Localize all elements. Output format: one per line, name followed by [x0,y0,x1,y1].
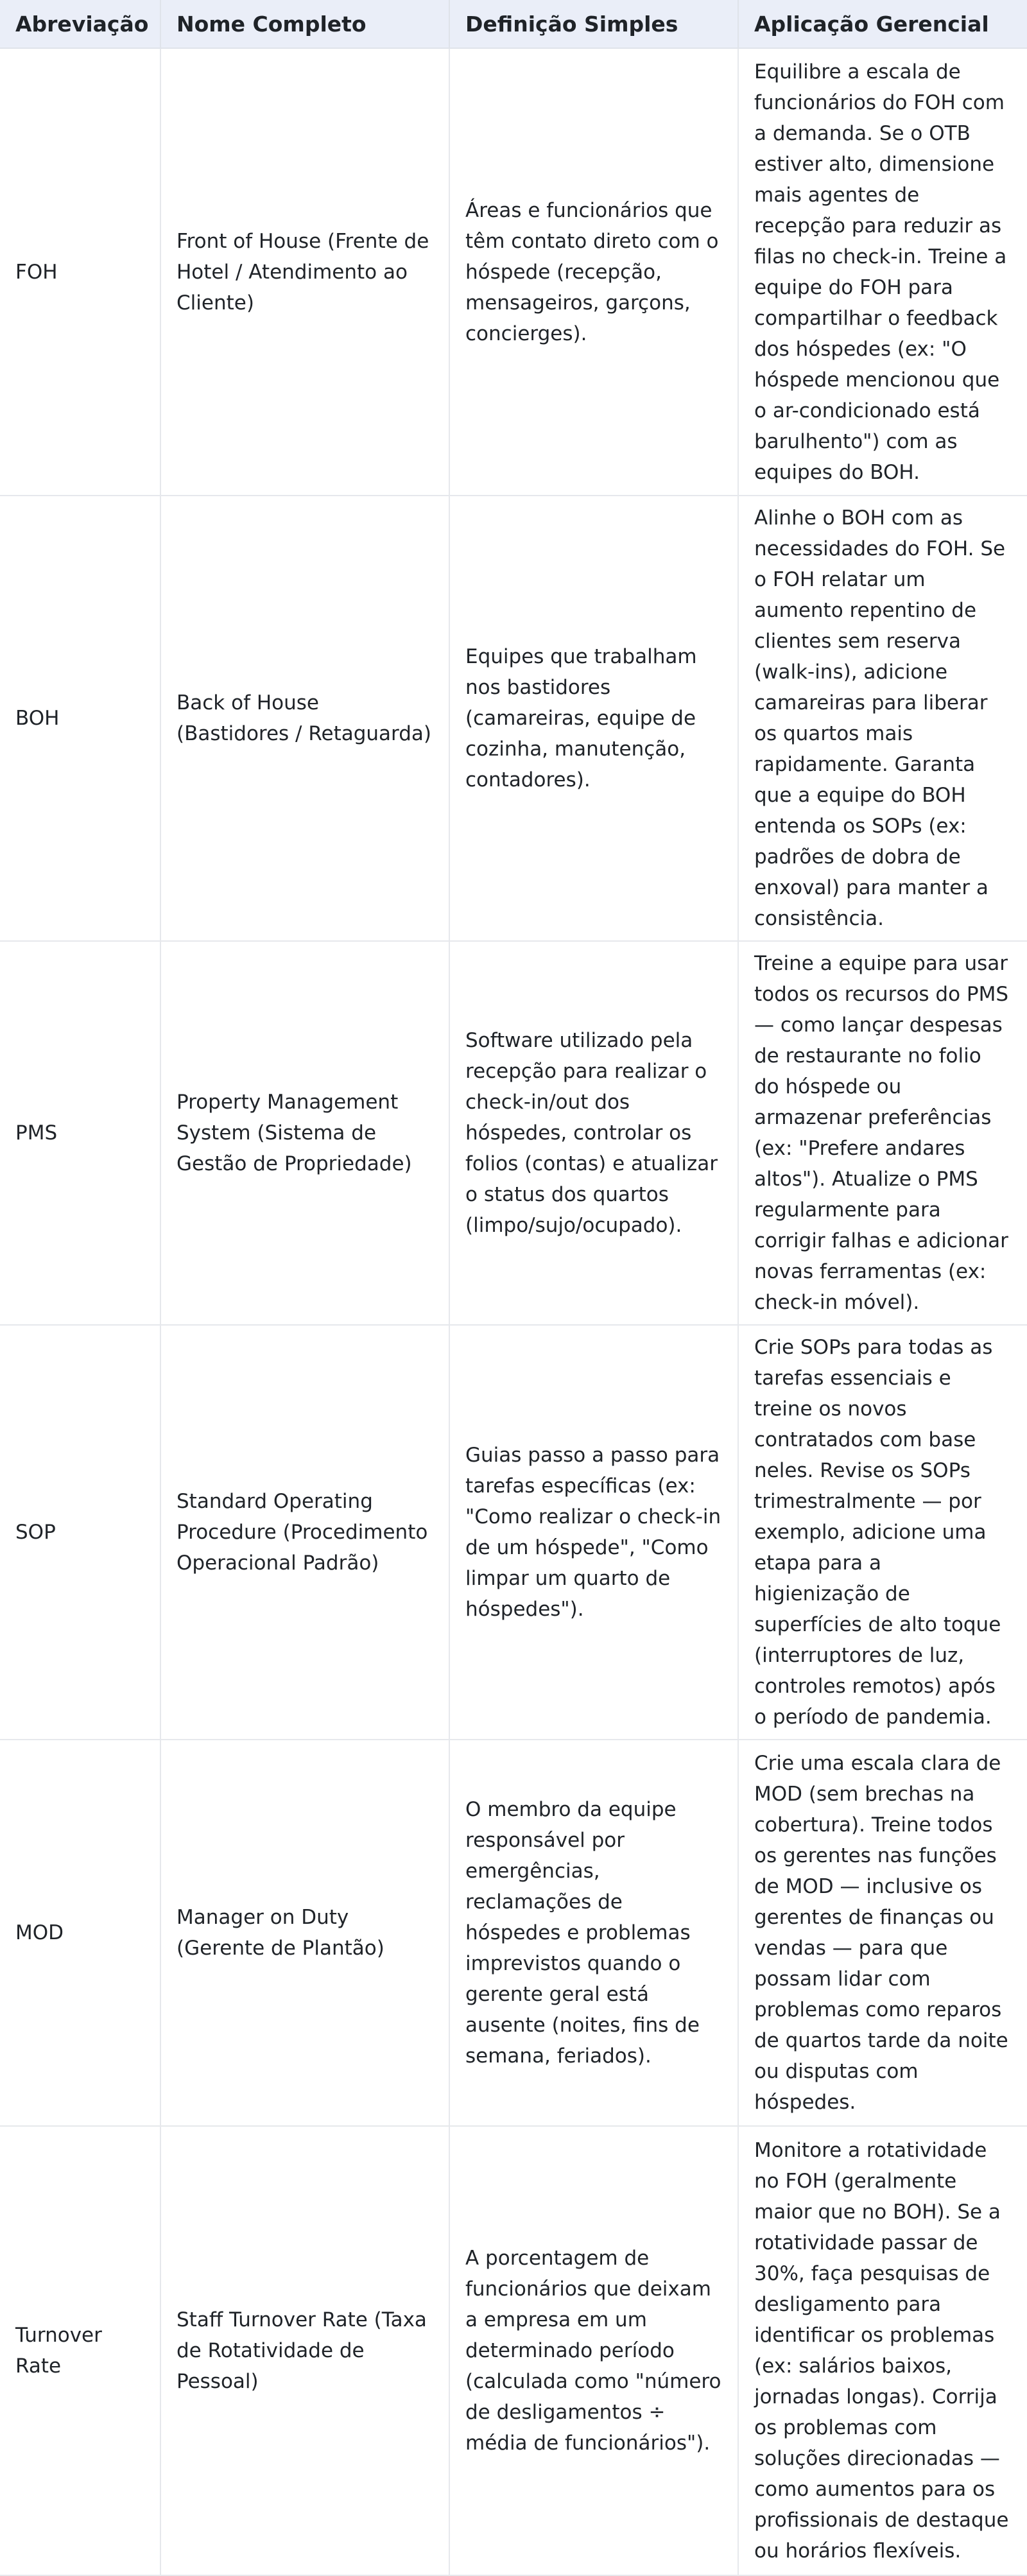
cell-application: Treine a equipe para usar todos os recursos do PMS — como lançar despesas de restaurante no folio do hóspede ou armazenar preferências (ex: "Prefere andares altos"). Atualize o PMS regularmente para corrigir falhas e adicionar novas ferramentas (ex: check-in móvel). [738,941,1027,1325]
cell-abbreviation: SOP [0,1325,160,1740]
cell-application: Monitore a rotatividade no FOH (geralmente maior que no BOH). Se a rotatividade passar de 30%, faça pesquisas de desligamento para identificar os problemas (ex: salários baixos, jornadas longas). Corrija os problemas com soluções direcionadas — como aumentos para os profissionais de destaque ou horários flexíveis. [738,2126,1027,2575]
header-abbreviation: Abreviação [0,0,160,48]
table-row [0,496,1027,941]
cell-definition: Equipes que trabalham nos bastidores (camareiras, equipe de cozinha, manutenção, contadores). [449,496,738,941]
cell-application: Crie SOPs para todas as tarefas essenciais e treine os novos contratados com base neles. Revise os SOPs trimestralmente — por exemplo, adicione uma etapa para a higienização de superfícies de alto toque (interruptores de luz, controles remotos) após o período de pandemia. [738,1325,1027,1740]
table-row [0,941,1027,1325]
table-row [0,1740,1027,2126]
cell-definition: O membro da equipe responsável por emergências, reclamações de hóspedes e problemas imprevistos quando o gerente geral está ausente (noites, fins de semana, feriados). [449,1740,738,2126]
table-row [0,48,1027,496]
cell-full-name: Staff Turnover Rate (Taxa de Rotatividade de Pessoal) [160,2126,449,2575]
table-header [0,0,1027,48]
cell-abbreviation: FOH [0,48,160,496]
table-row [0,2126,1027,2575]
cell-definition: Software utilizado pela recepção para realizar o check-in/out dos hóspedes, controlar os folios (contas) e atualizar o status dos quartos (limpo/sujo/ocupado). [449,941,738,1325]
cell-abbreviation: BOH [0,496,160,941]
cell-definition: A porcentagem de funcionários que deixam a empresa em um determinado período (calculada como "número de desligamentos ÷ média de funcionários"). [449,2126,738,2575]
table-row [0,1325,1027,1740]
cell-application: Crie uma escala clara de MOD (sem brechas na cobertura). Treine todos os gerentes nas funções de MOD — inclusive os gerentes de finanças ou vendas — para que possam lidar com problemas como reparos de quartos tarde da noite ou disputas com hóspedes. [738,1740,1027,2126]
header-row [0,0,1027,48]
cell-abbreviation: Turnover Rate [0,2126,160,2575]
cell-full-name: Property Management System (Sistema de Gestão de Propriedade) [160,941,449,1325]
cell-definition: Guias passo a passo para tarefas específicas (ex: "Como realizar o check-in de um hóspede", "Como limpar um quarto de hóspedes"). [449,1325,738,1740]
header-managerial-application: Aplicação Gerencial [738,0,1027,48]
cell-full-name: Standard Operating Procedure (Procedimento Operacional Padrão) [160,1325,449,1740]
cell-full-name: Manager on Duty (Gerente de Plantão) [160,1740,449,2126]
cell-full-name: Back of House (Bastidores / Retaguarda) [160,496,449,941]
cell-definition: Áreas e funcionários que têm contato direto com o hóspede (recepção, mensageiros, garçons, concierges). [449,48,738,496]
cell-abbreviation: MOD [0,1740,160,2126]
cell-full-name: Front of House (Frente de Hotel / Atendimento ao Cliente) [160,48,449,496]
header-simple-definition: Definição Simples [449,0,738,48]
cell-application: Alinhe o BOH com as necessidades do FOH. Se o FOH relatar um aumento repentino de clientes sem reserva (walk-ins), adicione camareiras para liberar os quartos mais rapidamente. Garanta que a equipe do BOH entenda os SOPs (ex: padrões de dobra de enxoval) para manter a consistência. [738,496,1027,941]
cell-abbreviation: PMS [0,941,160,1325]
cell-application: Equilibre a escala de funcionários do FOH com a demanda. Se o OTB estiver alto, dimensione mais agentes de recepção para reduzir as filas no check-in. Treine a equipe do FOH para compartilhar o feedback dos hóspedes (ex: "O hóspede mencionou que o ar-condicionado está barulhento") com as equipes do BOH. [738,48,1027,496]
table-body [0,48,1027,2575]
header-full-name: Nome Completo [160,0,449,48]
